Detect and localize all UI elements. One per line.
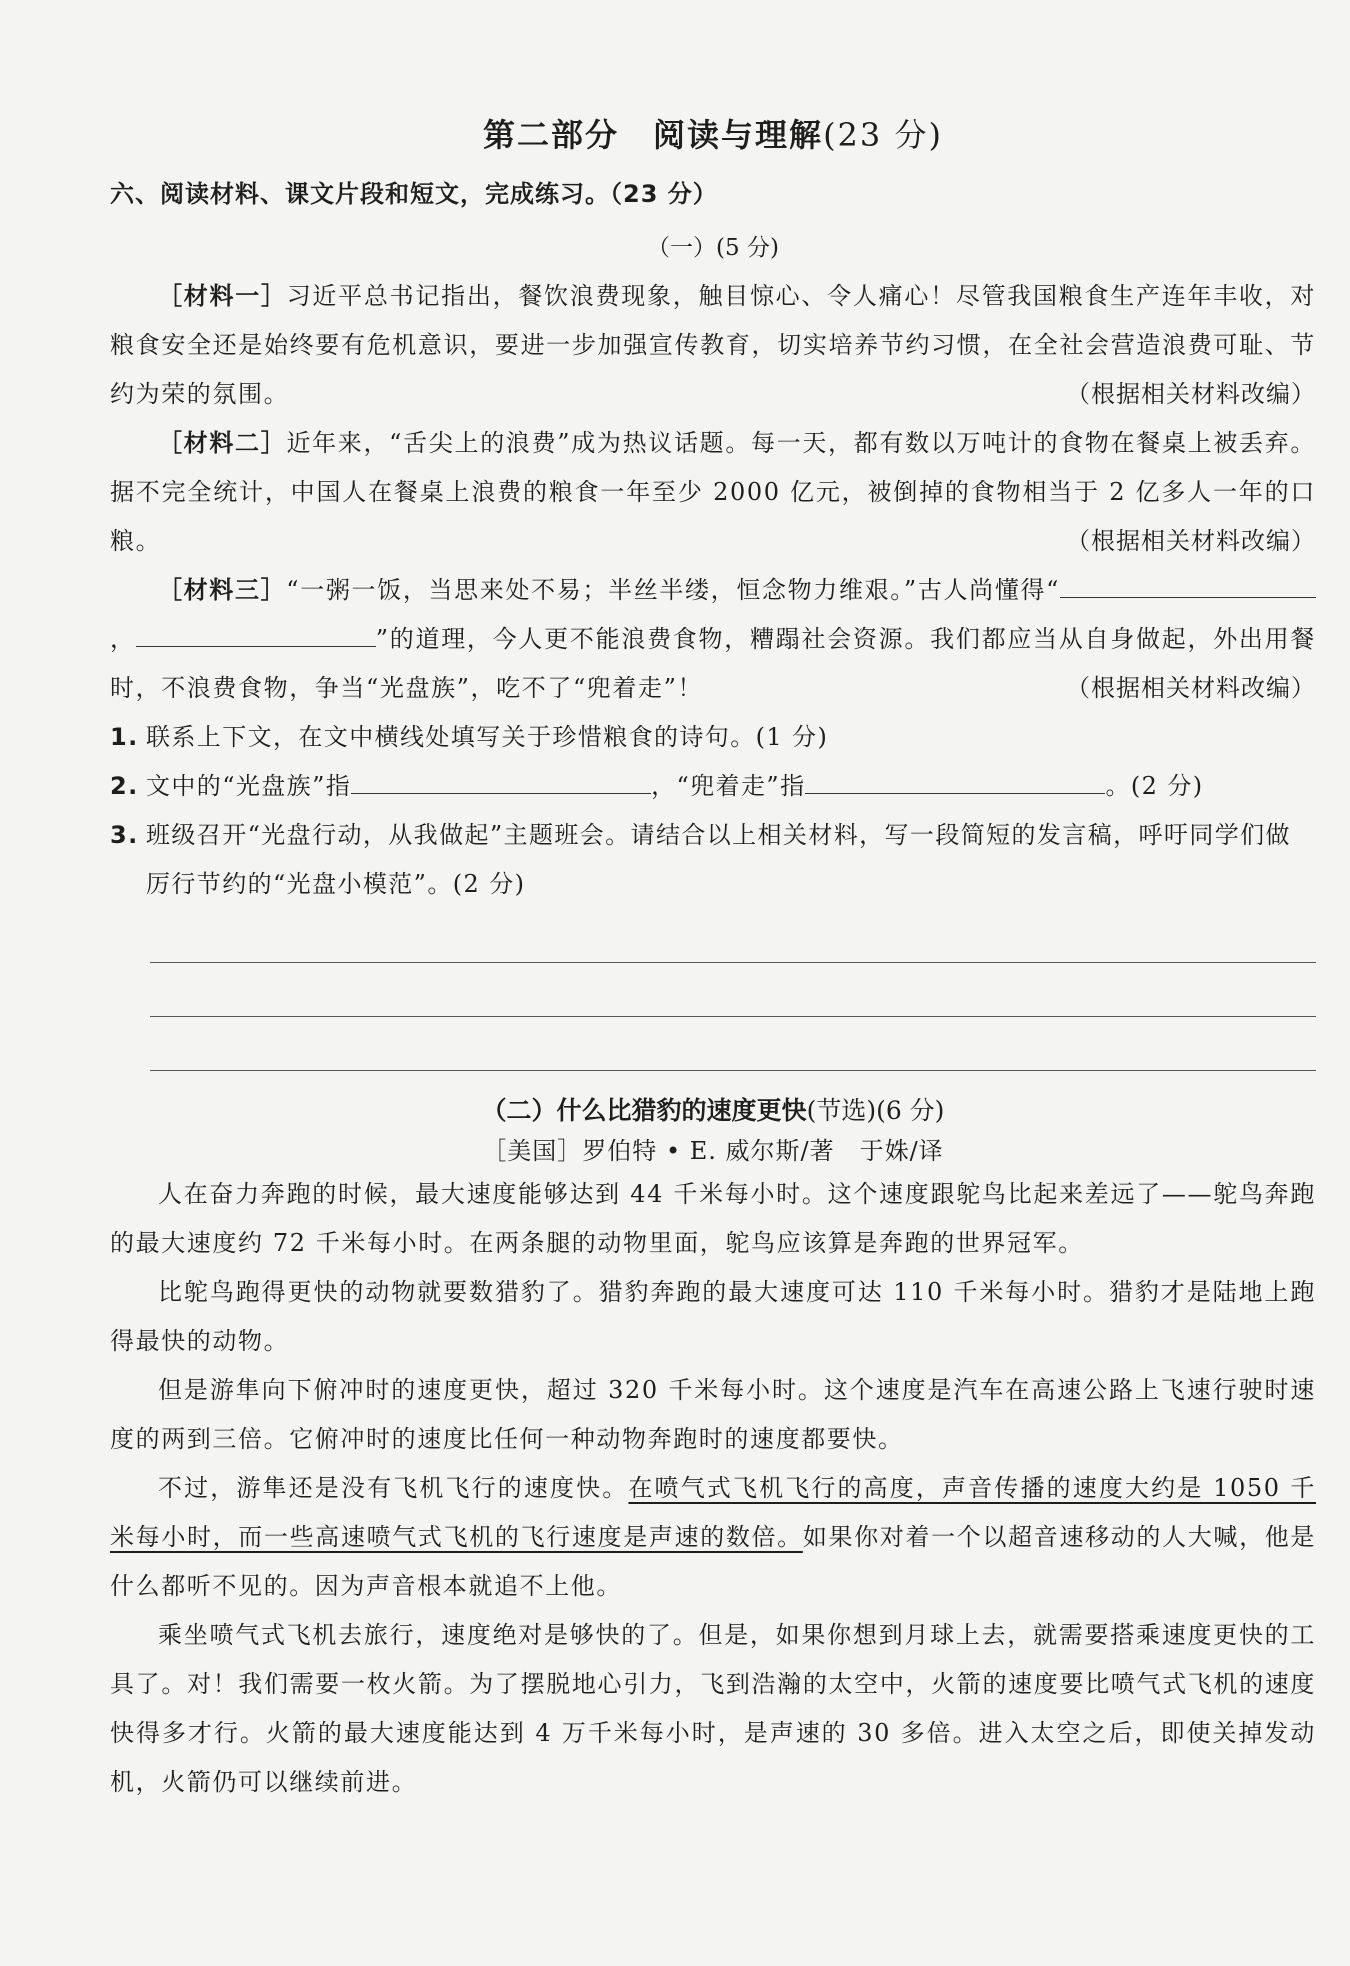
passage-byline: ［美国］罗伯特 • E. 威尔斯/著 于姝/译: [482, 1137, 944, 1165]
section-heading: 六、阅读材料、课文片段和短文，完成练习。（23 分）: [110, 180, 718, 208]
poem-blank-1[interactable]: [1060, 569, 1232, 598]
material-2-text: 近年来，“舌尖上的浪费”成为热议话题。每一天，都有数以万吨计的食物在餐桌上被丢弃。据不完全统计，中国人在餐桌上浪费的粮食一年至少 2000 亿元，被倒掉的食物相当于 2 亿多人一年的口粮。: [110, 429, 1317, 555]
question-2-part3: 。(2 分): [1105, 772, 1204, 800]
passage-paragraph-2: 比鸵鸟跑得更快的动物就要数猎豹了。猎豹奔跑的最大速度可达 110 千米每小时。猎豹才是陆地上跑得最快的动物。: [110, 1278, 1316, 1355]
question-3-text: 班级召开“光盘行动，从我做起”主题班会。请结合以上相关材料，写一段简短的发言稿，呼吁同学们做厉行节约的“光盘小模范”。(2 分): [146, 821, 1291, 898]
question-2-blank-1[interactable]: [351, 765, 651, 794]
answer-line[interactable]: [150, 963, 1316, 1017]
material-3-source: （根据相关材料改编）: [1066, 674, 1316, 702]
passage-title: [110, 1091, 1316, 1127]
question-3-number: 3.: [110, 821, 139, 849]
answer-line[interactable]: [150, 909, 1316, 963]
question-2: [110, 762, 1316, 811]
part-title: [110, 110, 1316, 156]
question-1-text: 联系上下文，在文中横线处填写关于珍惜粮食的诗句。(1 分): [146, 723, 829, 751]
question-2-part2: ，“兜着走”指: [651, 772, 806, 800]
passage-title-main: （二）什么比猎豹的速度更快: [481, 1096, 807, 1125]
poem-blank-2[interactable]: [136, 618, 376, 647]
question-2-part1: 文中的“光盘族”指: [146, 772, 352, 800]
question-2-number: 2.: [110, 772, 139, 800]
passage-paragraph-4: [110, 1464, 1316, 1611]
passage-title-note: (节选)(6 分): [806, 1096, 945, 1125]
material-2-source: （根据相关材料改编）: [1066, 527, 1316, 555]
passage-paragraph-1: 人在奋力奔跑的时候，最大速度能够达到 44 千米每小时。这个速度跟鸵鸟比起来差远了——鸵鸟奔跑的最大速度约 72 千米每小时。在两条腿的动物里面，鸵鸟应该算是奔跑的世界冠军。: [110, 1180, 1316, 1257]
material-2-tag: ［材料二］: [158, 429, 287, 457]
question-1: [110, 713, 1316, 762]
material-3-tag: ［材料三］: [158, 576, 287, 604]
material-1-text: 习近平总书记指出，餐饮浪费现象，触目惊心、令人痛心！尽管我国粮食生产连年丰收，对粮食安全还是始终要有危机意识，要进一步加强宣传教育，切实培养节约习惯，在全社会营造浪费可耻、节约为荣的氛围。: [110, 282, 1317, 408]
material-3-comma: ，: [110, 625, 136, 653]
passage-paragraph-4-after: 如果你对着一个以超音速移动的人大喊，他是什么都听不见的。因为声音根本就追不上他。: [110, 1523, 1316, 1600]
poem-blank-1-cont[interactable]: [1232, 569, 1316, 598]
answer-line[interactable]: [150, 1017, 1316, 1071]
material-1-tag: ［材料一］: [158, 282, 287, 310]
material-2: [110, 419, 1316, 566]
material-3: [110, 566, 1316, 713]
question-1-number: 1.: [110, 723, 139, 751]
part-title-score: (23 分): [823, 116, 943, 154]
material-1: [110, 272, 1316, 419]
passage-paragraph-5: 乘坐喷气式飞机去旅行，速度绝对是够快的了。但是，如果你想到月球上去，就需要搭乘速度更快的工具了。对！我们需要一枚火箭。为了摆脱地心引力，飞到浩瀚的太空中，火箭的速度要比喷气式飞机的速度快得多才行。火箭的最大速度能达到 4 万千米每小时，是声速的 30 多倍。进入太空之后，即使关掉发动机，火箭仍可以继续前进。: [110, 1621, 1316, 1796]
material-3-text-before: “一粥一饭，当思来处不易；半丝半缕，恒念物力维艰。”古人尚懂得“: [286, 576, 1060, 604]
passage-paragraph-4-before: 不过，游隼还是没有飞机飞行的速度快。: [158, 1474, 629, 1502]
material-1-source: （根据相关材料改编）: [1066, 380, 1316, 408]
answer-area: [110, 909, 1316, 1071]
passage-underlined-sentence: 在喷气式飞机飞行的高度，声音传播的速度大约是 1050 千米每小时，而一些高速喷气式飞机的飞行速度是声速的数倍。: [110, 1474, 1316, 1551]
part-title-main: 第二部分 阅读与理解: [483, 116, 824, 154]
question-3: [110, 811, 1316, 909]
passage-paragraph-3: 但是游隼向下俯冲时的速度更快，超过 320 千米每小时。这个速度是汽车在高速公路上飞速行驶时速度的两到三倍。它俯冲时的速度比任何一种动物奔跑时的速度都要快。: [110, 1376, 1316, 1453]
question-2-blank-2[interactable]: [805, 765, 1105, 794]
sub-title: （一）(5 分): [647, 235, 779, 261]
material-3-text-after: ”的道理，今人更不能浪费食物，糟蹋社会资源。我们都应当从自身做起，外出用餐时，不浪费食物，争当“光盘族”，吃不了“兜着走”！: [110, 625, 1316, 702]
